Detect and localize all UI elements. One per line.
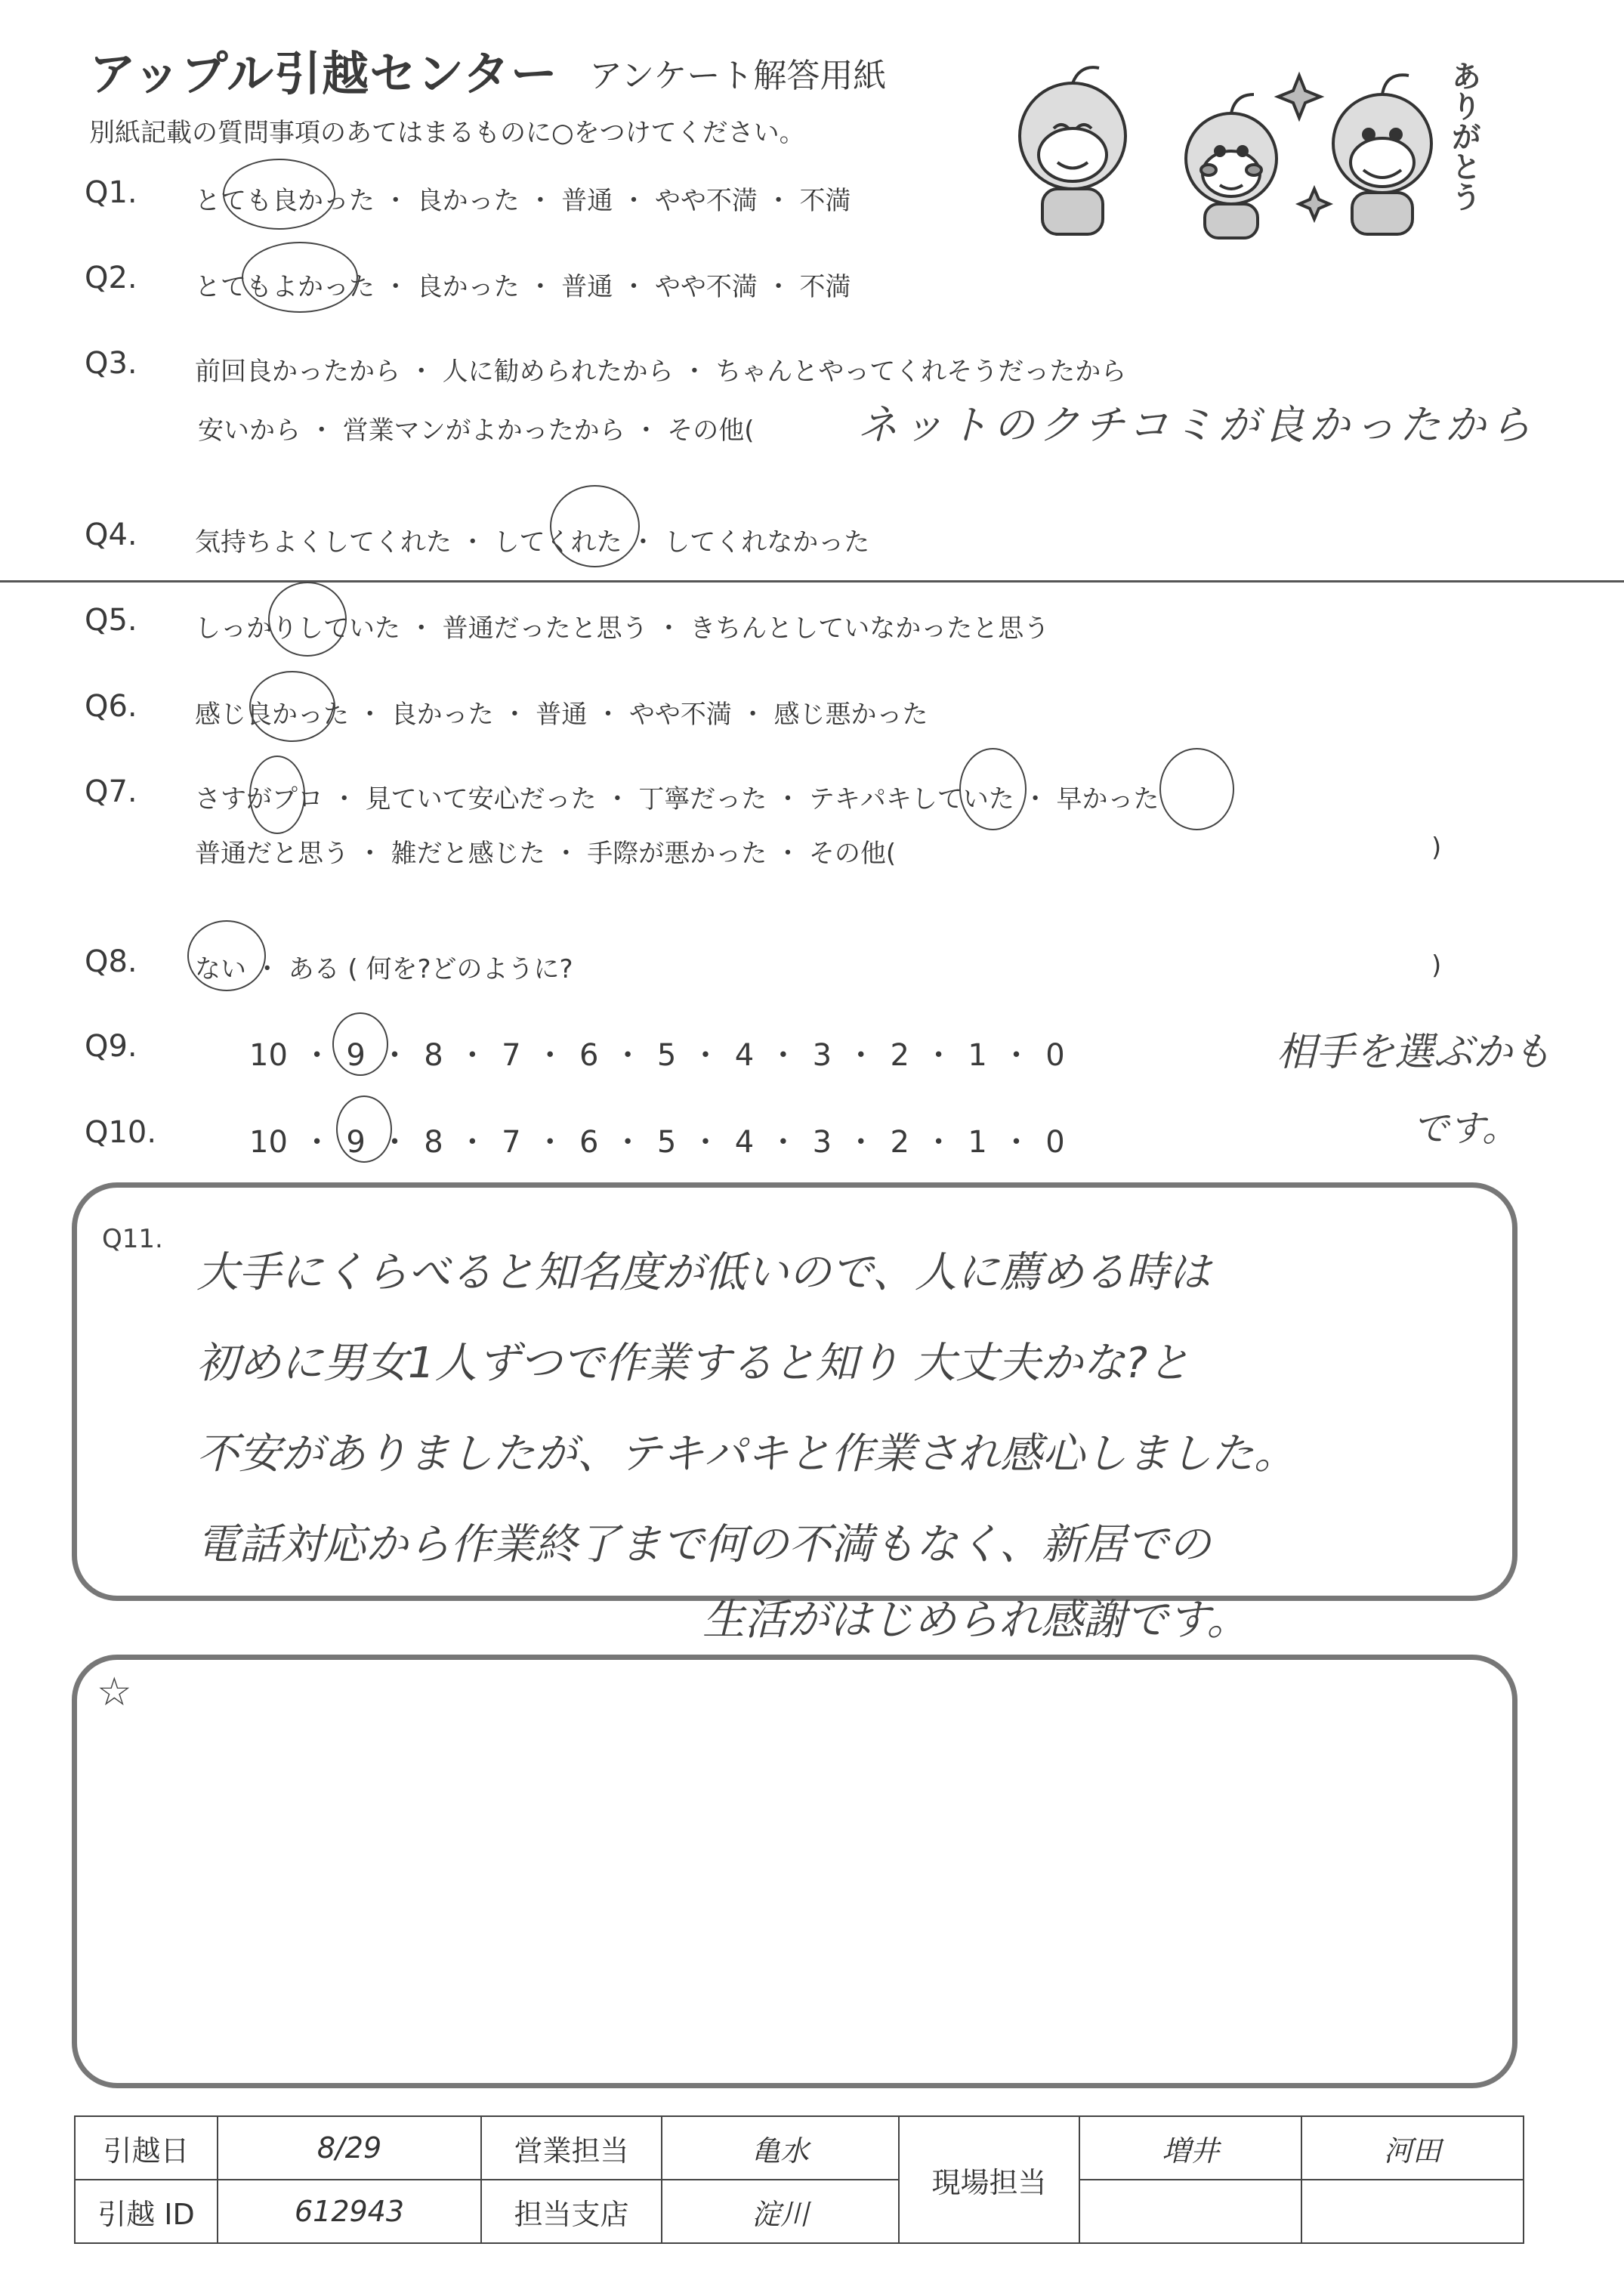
q7-options-line2: 普通だと思う ・ 雑だと感じた ・ 手際が悪かった ・ その他( xyxy=(195,839,897,869)
q11-comment-line1: 大手にくらべると知名度が低いので、人に薦める時は xyxy=(196,1248,1211,1297)
sales-value: 亀水 xyxy=(662,2116,899,2180)
monkey-mascot-illustration xyxy=(982,45,1496,242)
q10-answer-circle xyxy=(336,1096,392,1163)
q3-handwritten-answer: ネットのクチコミが良かったから xyxy=(857,401,1536,449)
star-comment-box xyxy=(72,1655,1517,2088)
q11-comment-line4: 電話対応から作業終了まで何の不満もなく、新居での xyxy=(196,1520,1211,1569)
q2-label: Q2. xyxy=(85,261,137,295)
move-date-value: 8/29 xyxy=(218,2116,481,2180)
q7-options-line1: さすがプロ ・ 見ていて安心だった ・ 丁寧だった ・ テキパキしていた ・ 早かった xyxy=(195,784,1159,814)
q11-comment-line2: 初めに男女1人ずつで作業すると知り 大丈夫かな?と xyxy=(196,1339,1190,1388)
survey-title: アップル引越センター xyxy=(89,46,558,101)
move-id-value: 612943 xyxy=(218,2180,481,2243)
q9-handwritten-note-line1: 相手を選ぶかも xyxy=(1277,1030,1552,1075)
q2-options: とてもよかった ・ 良かった ・ 普通 ・ やや不満 ・ 不満 xyxy=(195,272,851,302)
q10-label: Q10. xyxy=(85,1115,157,1150)
q3-options-line1: 前回良かったから ・ 人に勧められたから ・ ちゃんとやってくれそうだったから xyxy=(195,357,1127,387)
q3-options-line2: 安いから ・ 営業マンがよかったから ・ その他( xyxy=(198,416,755,446)
mascot-thanks-text: ありがとう xyxy=(1446,60,1481,212)
q9-answer-circle xyxy=(332,1012,388,1076)
sales-label: 営業担当 xyxy=(481,2116,662,2180)
site-staff-empty-2 xyxy=(1301,2180,1524,2243)
q11-comment-line5: 生活がはじめられ感謝です。 xyxy=(702,1596,1249,1645)
move-id-label: 引越 ID xyxy=(75,2180,218,2243)
divider-line xyxy=(0,580,1624,583)
instructions: 別紙記載の質問事項のあてはまるものに○をつけてください。 xyxy=(89,118,805,148)
q6-label: Q6. xyxy=(85,689,137,724)
q4-options: 気持ちよくしてくれた ・ してくれた ・ してくれなかった xyxy=(195,527,870,558)
move-date-label: 引越日 xyxy=(75,2116,218,2180)
q7-answer-circle-3 xyxy=(1159,748,1234,830)
q1-options: とても良かった ・ 良かった ・ 普通 ・ やや不満 ・ 不満 xyxy=(195,186,851,216)
q9-label: Q9. xyxy=(85,1029,137,1064)
q6-answer-circle xyxy=(249,671,335,742)
branch-label: 担当支店 xyxy=(481,2180,662,2243)
q11-label: Q11. xyxy=(102,1224,163,1254)
q8-close-paren: ) xyxy=(1431,950,1442,981)
q7-label: Q7. xyxy=(85,774,137,809)
survey-subtitle: アンケート解答用紙 xyxy=(589,57,887,95)
branch-value: 淀川 xyxy=(662,2180,899,2243)
q5-label: Q5. xyxy=(85,603,137,638)
footer-info-table xyxy=(74,2115,1524,2244)
site-staff-empty-1 xyxy=(1079,2180,1301,2243)
site-staff-1: 増井 xyxy=(1079,2116,1301,2180)
site-label: 現場担当 xyxy=(899,2116,1079,2243)
q3-label: Q3. xyxy=(85,346,137,381)
q10-options: 10 ・ 9 ・ 8 ・ 7 ・ 6 ・ 5 ・ 4 ・ 3 ・ 2 ・ 1 ・ 0 xyxy=(249,1125,1065,1160)
q9-options: 10 ・ 9 ・ 8 ・ 7 ・ 6 ・ 5 ・ 4 ・ 3 ・ 2 ・ 1 ・ 0 xyxy=(249,1038,1065,1073)
q4-label: Q4. xyxy=(85,518,137,552)
q4-answer-circle xyxy=(550,485,640,567)
q5-options: しっかりしていた ・ 普通だったと思う ・ きちんとしていなかったと思う xyxy=(195,613,1050,644)
site-staff-2: 河田 xyxy=(1301,2116,1524,2180)
q6-options: 感じ良かった ・ 良かった ・ 普通 ・ やや不満 ・ 感じ悪かった xyxy=(195,700,928,730)
q1-answer-circle xyxy=(223,159,335,230)
q7-answer-circle-1 xyxy=(249,756,305,834)
q5-answer-circle xyxy=(268,582,347,657)
q9-handwritten-note-line2: です。 xyxy=(1413,1108,1519,1150)
q11-comment-line3: 不安がありましたが、テキパキと作業され感心しました。 xyxy=(196,1429,1296,1479)
q8-options: ない ・ ある ( 何を?どのように? xyxy=(195,954,573,984)
q7-answer-circle-2 xyxy=(959,748,1027,830)
q8-label: Q8. xyxy=(85,944,137,979)
q2-answer-circle xyxy=(242,242,358,313)
q7-close-paren: ) xyxy=(1431,833,1442,863)
star-icon: ☆ xyxy=(97,1670,132,1715)
q8-answer-circle xyxy=(187,920,266,991)
q1-label: Q1. xyxy=(85,175,137,210)
